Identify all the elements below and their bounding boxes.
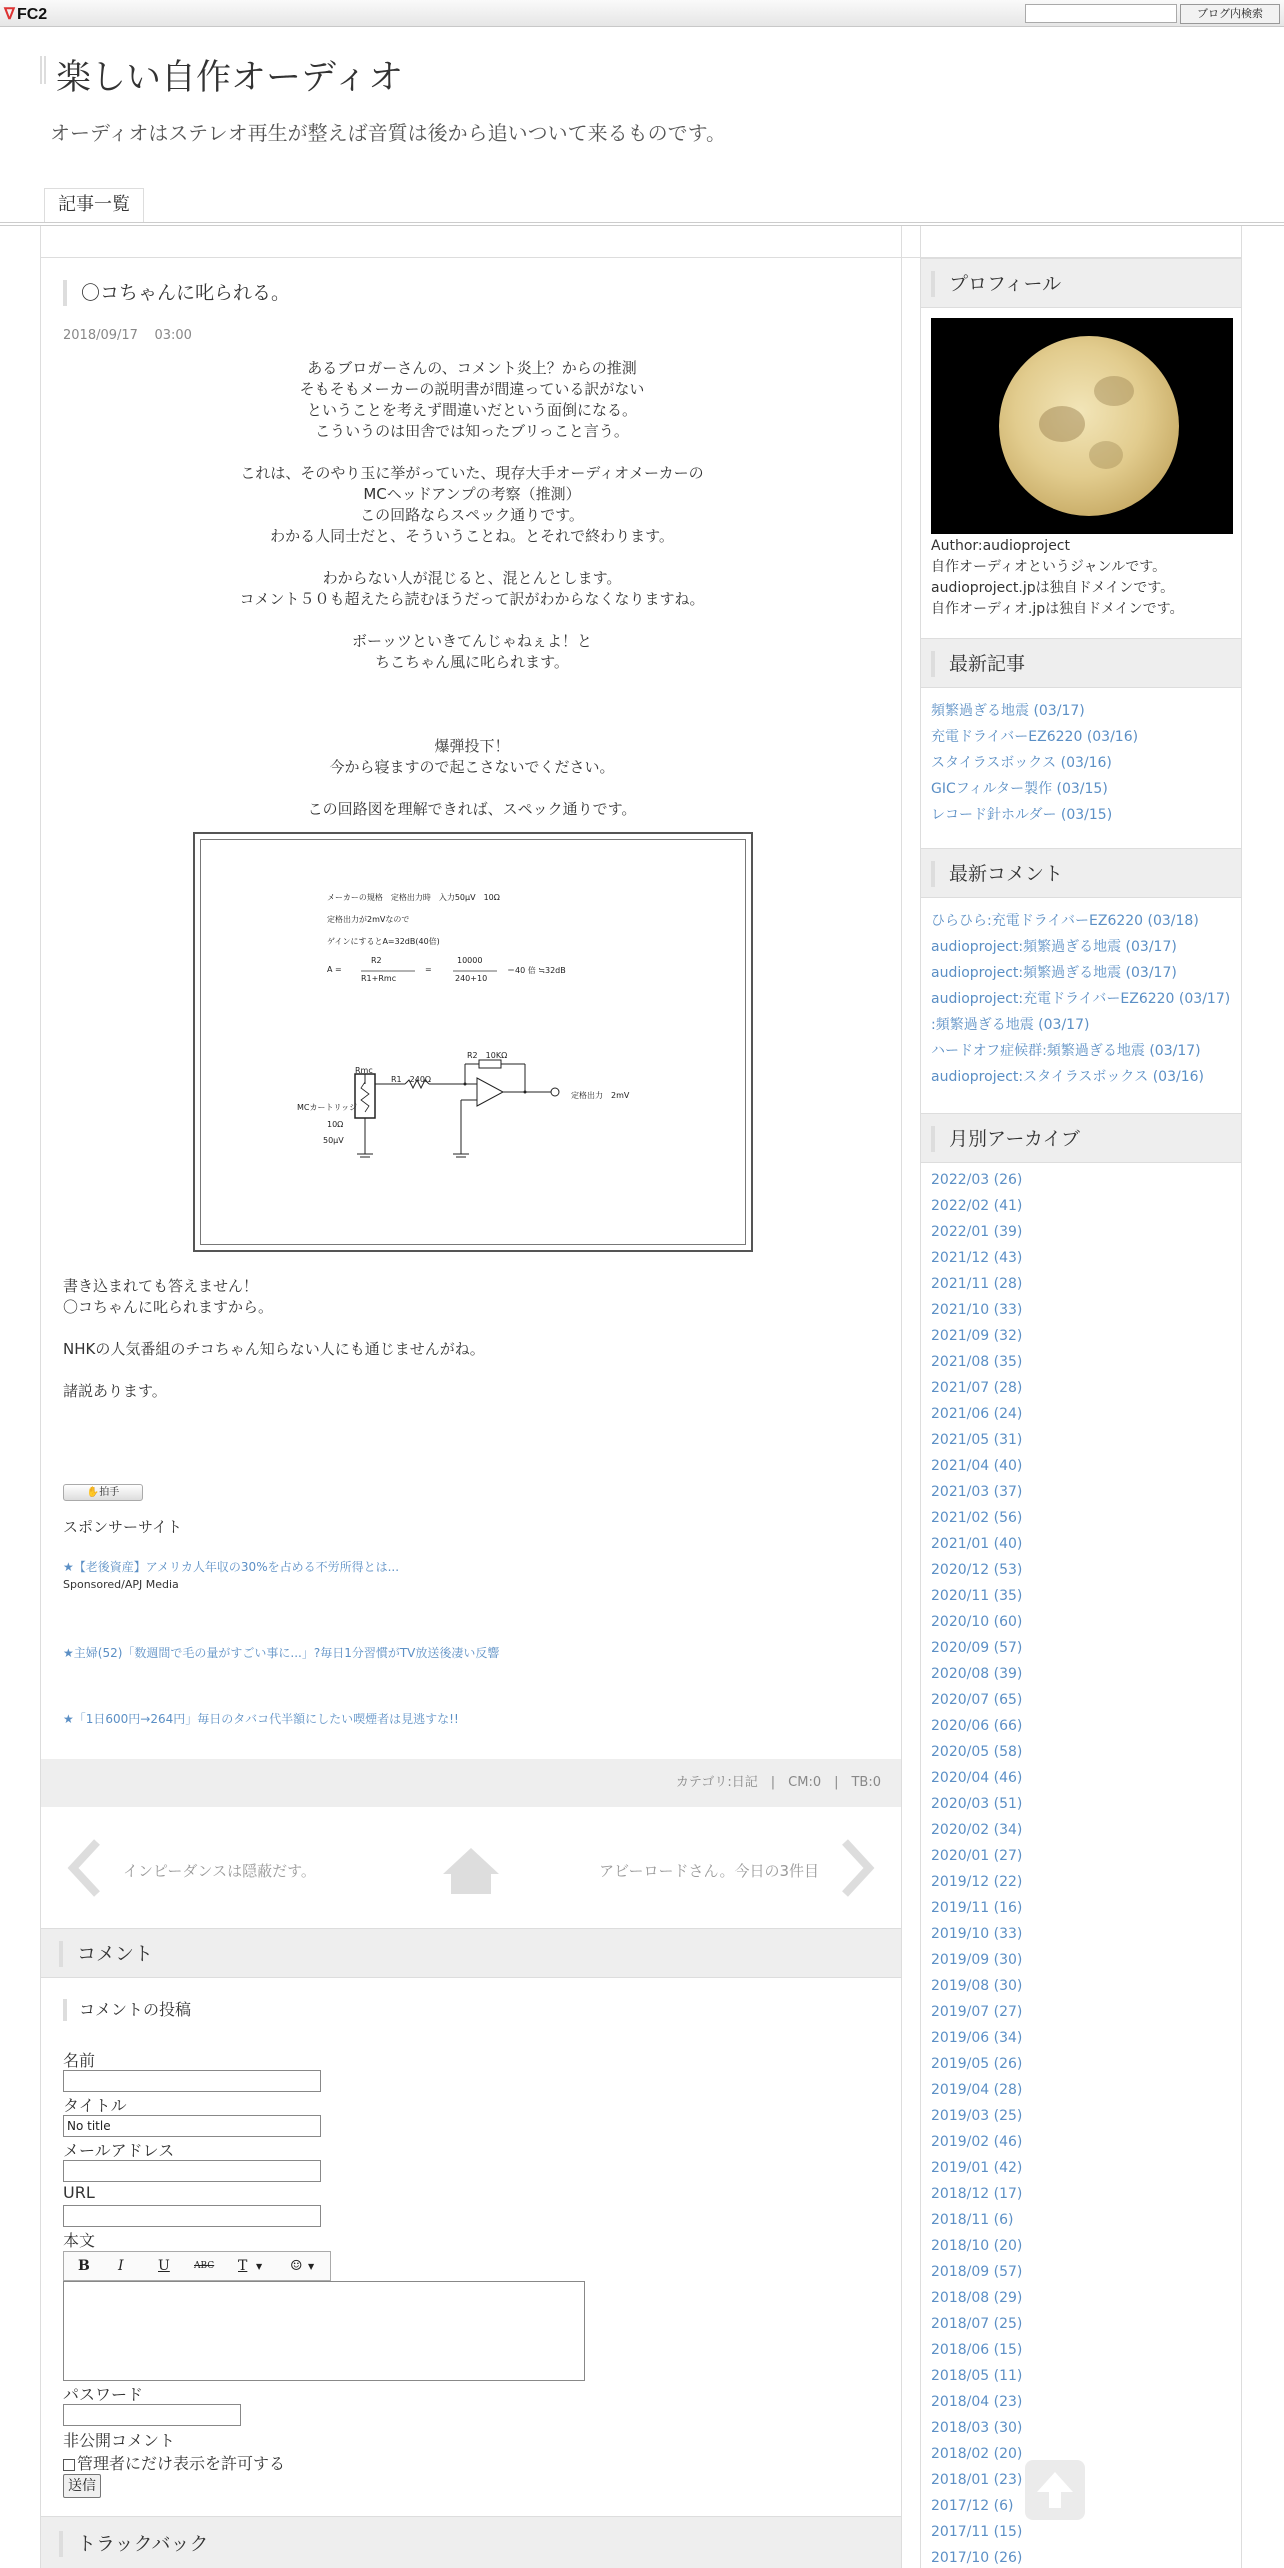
private-checkbox-row (63, 2451, 285, 2474)
archive-link[interactable]: 2021/09 (32) (931, 1328, 1023, 1344)
archive-link[interactable]: 2017/10 (26) (931, 2550, 1023, 2566)
post-body-line: こういうのは田舎では知ったブリっこと言う。 (315, 422, 629, 440)
diagram-eq-eq: = (425, 965, 432, 974)
profile-line: 自作オーディオ.jpは独自ドメインです。 (931, 601, 1184, 617)
private-checkbox-label: 管理者にだけ表示を許可する (77, 2454, 286, 2473)
archive-header (921, 1113, 1241, 1163)
archive-link[interactable]: 2017/12 (6) (931, 2498, 1014, 2514)
archive-link[interactable]: 2019/08 (30) (931, 1978, 1023, 1994)
fc2-logo-text: FC2 (16, 6, 48, 23)
archive-link[interactable]: 2021/01 (40) (931, 1536, 1023, 1552)
profile-line: 自作オーディオというジャンルです。 (931, 559, 1167, 575)
password-label: パスワード (63, 2385, 144, 2404)
top-strip (40, 226, 1242, 258)
recent-post-link[interactable]: スタイラスボックス (03/16) (931, 755, 1112, 771)
diagram-eq-num1: R2 (371, 956, 382, 965)
bold-button[interactable]: B (78, 2258, 90, 2274)
archive-link[interactable]: 2022/03 (26) (931, 1172, 1023, 1188)
recent-comment-link[interactable]: :頻繁過ぎる地震 (03/17) (931, 1017, 1090, 1033)
ad-link-3[interactable]: ★「1日600円→264円」毎日のタバコ代半額にしたい喫煙者は見逃すな!! (63, 1712, 459, 1726)
archive-link[interactable]: 2018/04 (23) (931, 2394, 1023, 2410)
prev-chevron-icon[interactable] (67, 1838, 103, 1898)
emoji-button[interactable]: ☺ (290, 2258, 303, 2274)
archive-link[interactable]: 2018/07 (25) (931, 2316, 1023, 2332)
comment-body-textarea[interactable] (63, 2281, 585, 2381)
post-afterword (63, 1276, 485, 1402)
archive-link[interactable]: 2018/06 (15) (931, 2342, 1023, 2358)
private-checkbox[interactable] (63, 2459, 75, 2471)
diagram-spec-line: メーカーの規格 定格出力時 入力50μV 10Ω (327, 893, 500, 902)
text-color-button[interactable]: T (238, 2258, 248, 2274)
blog-search-input[interactable] (1025, 4, 1177, 23)
post-date-time: 03:00 (154, 328, 192, 343)
private-comment-label: 非公開コメント (63, 2431, 176, 2450)
recent-post-link[interactable]: 充電ドライバーEZ6220 (03/16) (931, 729, 1139, 745)
afterword-line (63, 1318, 485, 1339)
archive-link[interactable]: 2018/09 (57) (931, 2264, 1023, 2280)
trackback-heading: トラックバック (59, 2531, 208, 2557)
archive-link[interactable]: 2021/07 (28) (931, 1380, 1023, 1396)
post-date-day: 2018/09/17 (63, 328, 138, 343)
archive-link[interactable]: 2021/03 (37) (931, 1484, 1023, 1500)
name-input[interactable] (63, 2070, 321, 2092)
ad-link-2[interactable]: ★主婦(52)「数週間で毛の量がすごい事に...」?毎日1分習慣がTV放送後凄い反響 (63, 1646, 500, 1660)
archive-link[interactable]: 2020/06 (66) (931, 1718, 1023, 1734)
diagram-rmc-label: Rmc (355, 1066, 373, 1075)
archive-link[interactable]: 2020/04 (46) (931, 1770, 1023, 1786)
afterword-line: 〇コちゃんに叱られますから。 (63, 1298, 274, 1316)
archive-link[interactable]: 2020/11 (35) (931, 1588, 1023, 1604)
archive-link[interactable]: 2022/02 (41) (931, 1198, 1023, 1214)
archive-link[interactable]: 2021/12 (43) (931, 1250, 1023, 1266)
archive-link[interactable]: 2020/10 (60) (931, 1614, 1023, 1630)
archive-link[interactable]: 2020/12 (53) (931, 1562, 1023, 1578)
post-body-line: 今から寝ますので起こさないでください。 (329, 758, 615, 776)
email-input[interactable] (63, 2160, 321, 2182)
diagram-eq-den2: 240+10 (455, 974, 488, 983)
ad-sponsor-label: Sponsored/APJ Media (63, 1578, 179, 1591)
title-label: タイトル (63, 2096, 127, 2115)
password-input[interactable] (63, 2404, 241, 2426)
post-body-line: この回路ならスペック通りです。 (360, 506, 584, 524)
archive-link[interactable]: 2021/06 (24) (931, 1406, 1023, 1422)
post-body-line: わからない人が混じると、混とんとします。 (322, 569, 622, 587)
recent-comment-link[interactable]: ひらひら:充電ドライバーEZ6220 (03/18) (931, 913, 1199, 929)
archive-link[interactable]: 2018/11 (6) (931, 2212, 1014, 2228)
diagram-eq-num2: 10000 (457, 956, 483, 965)
trackback-header (41, 2516, 901, 2568)
diagram-eq-a: A = (327, 965, 342, 974)
archive-link[interactable]: 2019/12 (22) (931, 1874, 1023, 1890)
url-label: URL (63, 2183, 95, 2202)
clap-label: 拍手 (99, 1487, 120, 1498)
recent-post-link[interactable]: 頻繁過ぎる地震 (03/17) (931, 703, 1085, 719)
diagram-uv-label: 50μV (323, 1136, 344, 1145)
post-body-line: わかる人同士だと、そういうことね。とそれで終わります。 (270, 527, 674, 545)
url-input[interactable] (63, 2205, 321, 2227)
main-column (40, 258, 902, 2568)
archive-link[interactable]: 2018/08 (29) (931, 2290, 1023, 2306)
archive-link[interactable]: 2018/05 (11) (931, 2368, 1023, 2384)
post-meta-bar[interactable]: カテゴリ:日記 | CM:0 | TB:0 (41, 1759, 901, 1807)
sidebar (920, 258, 1242, 2568)
editor-toolbar (63, 2251, 331, 2281)
post-title[interactable]: 〇コちゃんに叱られる。 (63, 280, 290, 306)
archive-link[interactable]: 2018/10 (20) (931, 2238, 1023, 2254)
afterword-line: NHKの人気番組のチコちゃん知らない人にも通じませんがね。 (63, 1340, 485, 1358)
archive-link[interactable]: 2020/02 (34) (931, 1822, 1023, 1838)
archive-link[interactable]: 2018/03 (30) (931, 2420, 1023, 2436)
comments-header (41, 1928, 901, 1978)
title-accent-bar (40, 56, 46, 84)
post-comment-heading: コメントの投稿 (63, 1999, 191, 2021)
post-navigation (41, 1808, 901, 1928)
clap-icon: ✋ (86, 1487, 100, 1498)
archive-link[interactable]: 2021/08 (35) (931, 1354, 1023, 1370)
recent-post-link[interactable]: GICフィルター製作 (03/15) (931, 781, 1108, 797)
post-body-line: あるブロガーさんの、コメント炎上？からの推測 (307, 359, 637, 377)
blog-tagline: オーディオはステレオ再生が整えば音質は後から追いついて来るものです。 (50, 121, 726, 145)
recent-post-link[interactable]: レコード針ホルダー (03/15) (931, 807, 1113, 823)
chevron-down-icon: ▼ (256, 2262, 263, 2271)
blog-title[interactable]: 楽しい自作オーディオ (56, 58, 404, 98)
archive-link[interactable]: 2019/04 (28) (931, 2082, 1023, 2098)
archive-heading: 月別アーカイブ (931, 1126, 1080, 1152)
afterword-line: 諸説あります。 (63, 1382, 167, 1400)
post-body-line: そもそもメーカーの説明書が間違っている訳がない (299, 380, 645, 398)
archive-link[interactable]: 2020/08 (39) (931, 1666, 1023, 1682)
diagram-eq-result: ＝40 倍 ≒32dB (507, 966, 566, 975)
recent-posts-heading: 最新記事 (931, 651, 1025, 677)
post-body-line: 爆弾投下！ (434, 737, 510, 755)
diagram-cartridge-label: MCカートリッジ (297, 1103, 358, 1112)
ad-link-1[interactable]: ★【老後資産】アメリカ人年収の30%を占める不労所得とは... (63, 1560, 400, 1574)
recent-comments-header (921, 848, 1241, 898)
archive-link[interactable]: 2019/06 (34) (931, 2030, 1023, 2046)
archive-link[interactable]: 2019/05 (26) (931, 2056, 1023, 2072)
post-body-line: ボーッツといきてんじゃねぇよ！と (351, 632, 592, 650)
post-body-line: これは、そのやり玉に挙がっていた、現存大手オーディオメーカーの (240, 464, 704, 482)
post-body-line: ということを考えず間違いだという面倒になる。 (306, 401, 637, 419)
home-icon[interactable] (441, 1846, 501, 1896)
diagram-output-label: 定格出力 2mV (571, 1091, 630, 1100)
diagram-eq-den1: R1+Rmc (361, 974, 397, 983)
post-date (63, 328, 192, 343)
name-label: 名前 (63, 2051, 96, 2070)
archive-link[interactable]: 2018/02 (20) (931, 2446, 1023, 2462)
recent-comment-link[interactable]: audioproject:頻繁過ぎる地震 (03/17) (931, 939, 1177, 955)
underline-button[interactable]: U (158, 2258, 170, 2274)
chevron-down-icon: ▼ (308, 2262, 315, 2271)
post-body-line: ちこちゃん風に叱られます。 (375, 653, 569, 671)
next-post-link[interactable]: アビーロードさん。今日の3件目 (599, 1862, 819, 1880)
diagram-ohm-label: 10Ω (327, 1120, 344, 1129)
recent-posts-header (921, 638, 1241, 688)
archive-link[interactable]: 2019/09 (30) (931, 1952, 1023, 1968)
archive-link[interactable]: 2021/10 (33) (931, 1302, 1023, 1318)
recent-comment-link[interactable]: audioproject:頻繁過ぎる地震 (03/17) (931, 965, 1177, 981)
archive-link[interactable]: 2019/11 (16) (931, 1900, 1023, 1916)
recent-comment-link[interactable]: ハードオフ症候群:頻繁過ぎる地震 (03/17) (931, 1043, 1201, 1059)
archive-link[interactable]: 2020/05 (58) (931, 1744, 1023, 1760)
sponsor-heading: スポンサーサイト (63, 1518, 182, 1536)
archive-link[interactable]: 2020/07 (65) (931, 1692, 1023, 1708)
archive-link[interactable]: 2020/01 (27) (931, 1848, 1023, 1864)
archive-link[interactable]: 2019/07 (27) (931, 2004, 1023, 2020)
profile-heading: プロフィール (931, 271, 1061, 297)
recent-comment-link[interactable]: audioproject:スタイラスボックス (03/16) (931, 1069, 1204, 1085)
clap-button[interactable] (63, 1484, 143, 1501)
profile-header (921, 258, 1241, 308)
italic-button[interactable]: I (118, 2258, 124, 2274)
comments-heading: コメント (59, 1941, 153, 1967)
circuit-schematic (195, 834, 751, 1250)
blog-search-button[interactable]: ブログ内検索 (1180, 4, 1280, 24)
archive-link[interactable]: 2021/11 (28) (931, 1276, 1023, 1292)
post-body-line: この回路図を理解できれば、スペック通りです。 (307, 800, 637, 818)
archive-link[interactable]: 2017/11 (15) (931, 2524, 1023, 2540)
archive-link[interactable]: 2018/01 (23) (931, 2472, 1023, 2488)
body-label: 本文 (63, 2231, 96, 2250)
diagram-r2-label: R2 10KΩ (467, 1051, 508, 1060)
prev-post-link[interactable]: インピーダンスは隠蔽だす。 (123, 1862, 316, 1880)
scroll-to-top-button[interactable] (1025, 2460, 1085, 2520)
nav-tab-article-list[interactable]: 記事一覧 (44, 188, 144, 222)
post-body-line: コメント５０も超えたら読むほうだって訳がわからなくなりますね。 (239, 590, 705, 608)
archive-link[interactable]: 2019/02 (46) (931, 2134, 1023, 2150)
archive-link[interactable]: 2019/10 (33) (931, 1926, 1023, 1942)
submit-button[interactable]: 送信 (63, 2474, 101, 2498)
archive-link[interactable]: 2019/01 (42) (931, 2160, 1023, 2176)
archive-link[interactable]: 2022/01 (39) (931, 1224, 1023, 1240)
diagram-r1-label: R1 240Ω (391, 1075, 432, 1084)
diagram-output-line: 定格出力が2mVなので (327, 915, 410, 924)
email-label: メールアドレス (63, 2141, 175, 2160)
archive-link[interactable]: 2021/04 (40) (931, 1458, 1023, 1474)
next-chevron-icon[interactable] (839, 1838, 875, 1898)
archive-link[interactable]: 2020/09 (57) (931, 1640, 1023, 1656)
archive-link[interactable]: 2021/02 (56) (931, 1510, 1023, 1526)
archive-link[interactable]: 2021/05 (31) (931, 1432, 1023, 1448)
circuit-diagram-image (193, 832, 753, 1252)
recent-comment-link[interactable]: audioproject:充電ドライバーEZ6220 (03/17) (931, 991, 1231, 1007)
profile-moon-image (931, 318, 1233, 534)
title-input[interactable]: No title (63, 2115, 321, 2137)
fc2-header-bar (0, 0, 1284, 27)
afterword-line (63, 1360, 485, 1381)
fc2-logo[interactable]: ᐁ FC2 (4, 6, 48, 23)
profile-line: Author:audioproject (931, 538, 1070, 554)
post-body-line: MCヘッドアンプの考察（推測） (363, 485, 581, 503)
arrow-up-icon (1025, 2460, 1085, 2520)
strike-button[interactable]: ABC (194, 2261, 215, 2271)
diagram-gain-line: ゲインにするとA=32dB(40倍) (327, 937, 440, 946)
archive-link[interactable]: 2020/03 (51) (931, 1796, 1023, 1812)
archive-link[interactable]: 2018/12 (17) (931, 2186, 1023, 2202)
archive-link[interactable]: 2019/03 (25) (931, 2108, 1023, 2124)
profile-line: audioproject.jpは独自ドメインです。 (931, 580, 1175, 596)
afterword-line: 書き込まれても答えません！ (63, 1277, 259, 1295)
recent-comments-heading: 最新コメント (931, 861, 1063, 887)
